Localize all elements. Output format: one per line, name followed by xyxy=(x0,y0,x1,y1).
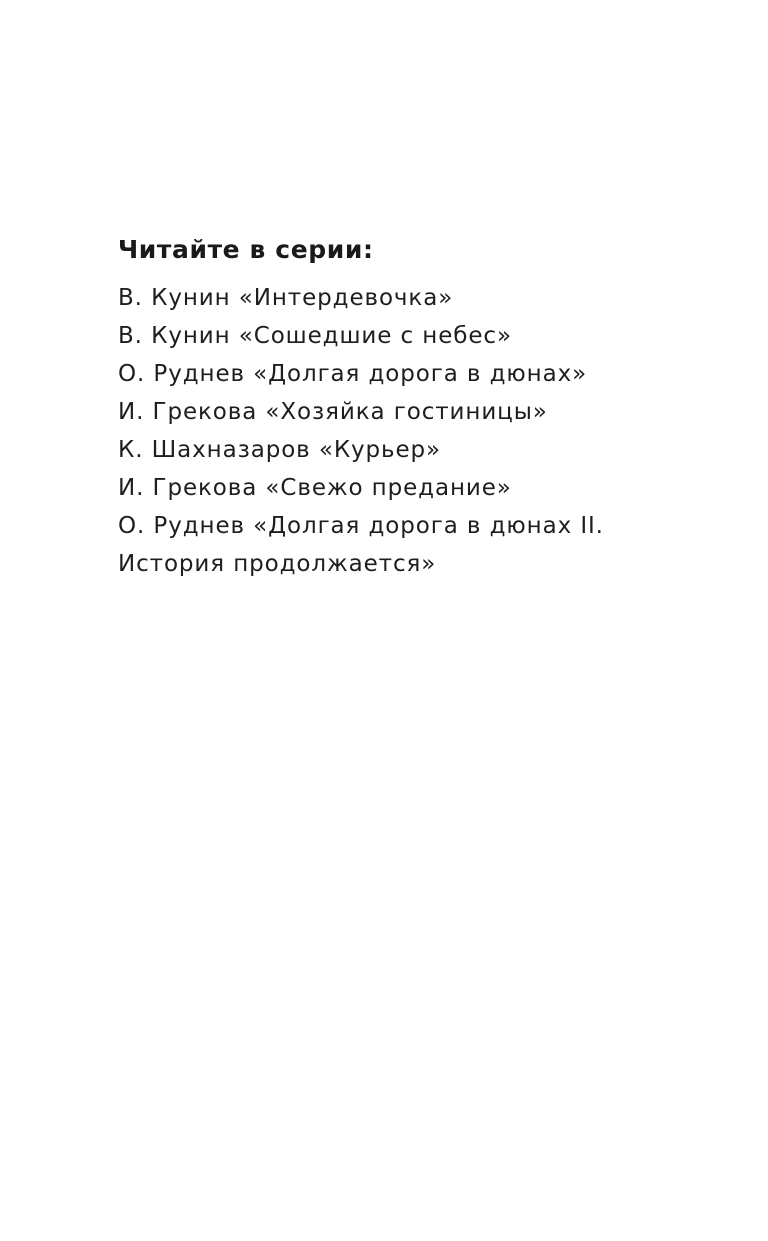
book-line: О. Руднев «Долгая дорога в дюнах II. xyxy=(118,513,604,539)
book-item xyxy=(118,431,718,469)
book-item xyxy=(118,279,718,317)
series-heading: Читайте в серии: xyxy=(118,235,374,264)
book-item xyxy=(118,355,718,393)
series-block xyxy=(118,230,718,583)
book-item xyxy=(118,507,718,583)
book-line: И. Грекова «Свежо предание» xyxy=(118,475,512,501)
book-item xyxy=(118,393,718,431)
book-line: К. Шахназаров «Курьер» xyxy=(118,437,442,463)
book-line: В. Кунин «Интердевочка» xyxy=(118,285,454,311)
book-line: В. Кунин «Сошедшие с небес» xyxy=(118,323,512,349)
book-line: О. Руднев «Долгая дорога в дюнах» xyxy=(118,361,588,387)
book-item xyxy=(118,317,718,355)
series-list xyxy=(118,279,718,583)
book-line-continued: История продолжается» xyxy=(118,551,437,577)
book-item xyxy=(118,469,718,507)
book-line: И. Грекова «Хозяйка гостиницы» xyxy=(118,399,548,425)
